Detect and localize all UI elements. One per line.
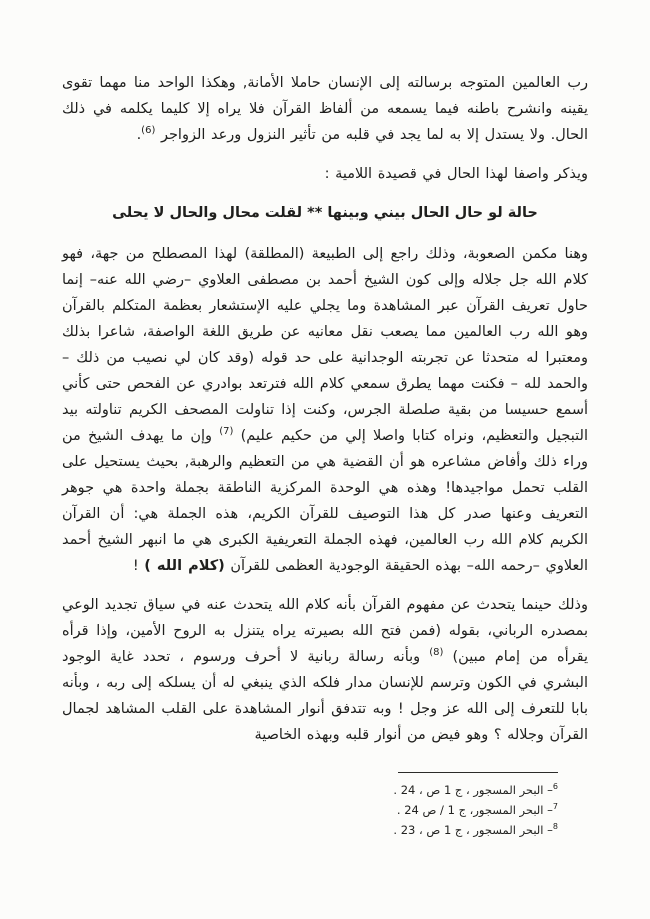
footnote-marker-7: 7 <box>552 802 558 812</box>
footnote-marker-6: 6 <box>552 782 558 792</box>
body-text <box>62 70 588 761</box>
paragraph-opening-text: رب العالمين المتوجه برسالته إلى الإنسان حاملا الأمانة, وهكذا الواحد منا مهما تقوى يقينه وانشرح باطنه فيما يسمعه من ألفاظ القرآن فلا يراه إلا كليما يكلمه في ذلك الحال. ولا يستدل إلا به لما يجد في قلبه من تأثير النزول ورعد الزواجر <box>62 75 588 143</box>
paragraph-main-text-1: وهنا مكمن الصعوبة، وذلك راجع إلى الطبيعة (المطلقة) لهذا المصطلح من جهة، فهو كلام الله جل جلاله وإلى كون الشيخ أحمد بن مصطفى العلاوي –رضي الله عنه– إنما حاول تعريف القرآن عبر المشاهدة وما يجلي عليه الإستشعار بعظمة المتكلم بالقرآن وهو الله رب العالمين مما يصعب نقل معانيه عن طريق اللغة الواصفة، شاعرا بذلك ومعتبرا له متحدثا عن تجربته الوجدانية على حد قوله (وقد كان لي نصيب من ذلك – والحمد لله – فكنت مهما يطرق سمعي كلام الله فترتعد بوادري عن الفحص حتى كأني أسمع حسيسا من بقية صلصلة الجرس، وكنت إذا تناولت المصحف الكريم تناولته بيد التبجيل والتعظيم، ونراه كتابا واصلا إلي من حكيم عليم) <box>62 246 588 444</box>
footnote-ref-6: (6) <box>141 125 156 137</box>
paragraph-main <box>62 241 588 579</box>
footnote-item <box>393 820 558 840</box>
kalam-allah-bold-phrase: (كلام الله ) <box>144 558 225 574</box>
footnote-ref-8: (8) <box>429 647 444 659</box>
poetry-verse-text: حالة لو حال الحال بيني وبينها ** لقلت محال والحال لا يحلى <box>112 205 538 221</box>
paragraph-intro <box>62 161 588 187</box>
footnote-item <box>393 800 558 820</box>
paragraph-opening-tail: . <box>136 127 142 143</box>
footnote-ref-7: (7) <box>219 426 234 438</box>
footnotes-section <box>393 772 558 840</box>
footnote-item <box>393 780 558 800</box>
footnote-text-6: – البحر المسجور ، ج 1 ص ، 24 . <box>393 783 553 797</box>
paragraph-quran-concept-text-1: وذلك حينما يتحدث عن مفهوم القرآن بأنه كلام الله يتحدث عنه في سياق تجديد الوعي بمصدره الرباني، بقوله (فمن فتح الله بصيرته يراه يتنزل به الروح الأمين، وإذا قرأه يقرأه من إمام مبين) <box>62 597 588 665</box>
poetry-verse <box>62 200 588 226</box>
paragraph-intro-text: ويذكر واصفا لهذا الحال في قصيدة اللامية : <box>324 166 588 182</box>
paragraph-main-tail: ! <box>132 558 145 574</box>
paragraph-opening <box>62 70 588 148</box>
footnote-text-7: – البحر المسجور، ج 1 / ص 24 . <box>396 803 553 817</box>
paragraph-quran-concept-text-2: وبأنه رسالة ربانية لا أحرف ورسوم ، تحدد غاية الوجود البشري في الكون وترسم للإنسان مدار فلكه الذي ينبغي له أن يسلكه إلى ربه ، وبأنه بابا للتعرف إلى الله عز وجل ! وبه تتدفق أنوار المشاهدة على القلب المشاهد لجمال القرآن وجلاله ؟ وهو فيض من أنوار قلبه وبهذه الخاصية <box>62 649 588 743</box>
paragraph-quran-concept <box>62 592 588 748</box>
footnote-text-8: – البحر المسجور ، ج 1 ص ، 23 . <box>393 823 553 837</box>
paragraph-main-text-2: وإن ما يهدف الشيخ من وراء ذلك وأفاض مشاعره هو أن القضية هي من التعظيم والرهبة, بحيث يستحيل على القلب تحمل مواجيدها! وهذه هي الوحدة المركزية الناطقة بجملة واحدة هي جوهر التعريف وعنها صدر كل هذا التوصيف للقرآن الكريم، هذه الجملة هي: أن القرآن الكريم كلام الله رب العالمين، فهذه الجملة التعريفية الكبرى هي ما انبهر الشيخ أحمد العلاوي –رحمه الله– بهذه الحقيقة الوجودية العظمى للقرآن <box>62 428 588 574</box>
footnote-separator <box>398 772 558 773</box>
footnote-marker-8: 8 <box>552 822 558 832</box>
